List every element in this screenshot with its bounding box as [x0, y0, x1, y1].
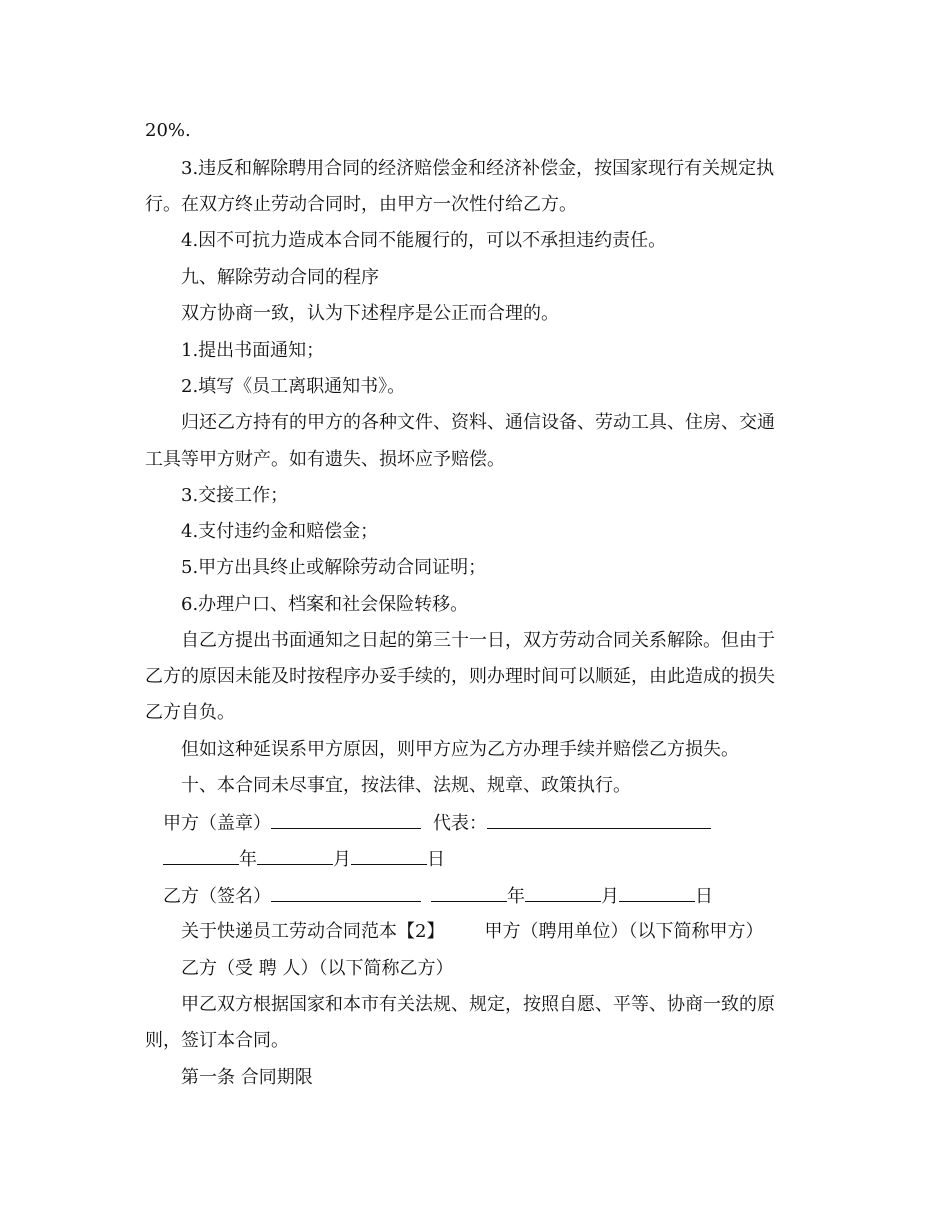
month-blank: [257, 847, 333, 865]
text-line: 自乙方提出书面通知之日起的第三十一日，双方劳动合同关系解除。但由于: [181, 630, 775, 651]
text-line: 4.因不可抗力造成本合同不能履行的，可以不承担违约责任。: [181, 230, 667, 251]
text-line: 4.支付违约金和赔偿金；: [181, 521, 379, 542]
date-line-party-a: [163, 847, 823, 872]
section-heading: 十、本合同未尽事宜，按法律、法规、规章、政策执行。: [181, 775, 631, 796]
text-line: 3.违反和解除聘用合同的经济赔偿金和经济补偿金，按国家现行有关规定执: [181, 158, 775, 179]
seal-blank: [271, 811, 421, 829]
month-label: 月: [333, 849, 351, 870]
year-blank: [431, 884, 507, 902]
signature-line-party-b: [163, 884, 823, 909]
year-blank: [163, 847, 239, 865]
text-line: 工具等甲方财产。如有遗失、损坏应予赔偿。: [145, 449, 505, 470]
signature-blank: [271, 884, 421, 902]
text-line: 双方协商一致，认为下述程序是公正而合理的。: [181, 303, 559, 324]
text-line: 甲乙双方根据国家和本市有关法规、规定，按照自愿、平等、协商一致的原: [181, 994, 775, 1015]
text-line: 乙方自负。: [145, 702, 235, 723]
party-a-label: 甲方（盖章）: [163, 813, 271, 834]
day-label: 日: [427, 849, 445, 870]
party-b-intro: 乙方（受 聘 人）（以下简称乙方）: [181, 958, 454, 979]
representative-blank: [487, 811, 711, 829]
party-a-intro: 甲方（聘用单位）（以下简称甲方）: [484, 921, 764, 942]
day-label: 日: [695, 886, 713, 907]
party-b-label: 乙方（签名）: [163, 886, 271, 907]
text-line: 6.办理户口、档案和社会保险转移。: [181, 594, 469, 615]
signature-line-party-a: [163, 811, 823, 836]
text-line: 行。在双方终止劳动合同时，由甲方一次性付给乙方。: [145, 194, 577, 215]
day-blank: [619, 884, 695, 902]
text-line: 则，签订本合同。: [145, 1030, 289, 1051]
article-heading: 第一条 合同期限: [181, 1067, 313, 1088]
year-label: 年: [507, 886, 525, 907]
day-blank: [351, 847, 427, 865]
text-line: 乙方的原因未能及时按程序办妥手续的，则办理时间可以顺延，由此造成的损失: [145, 666, 775, 687]
representative-label: 代表：: [433, 813, 487, 834]
text-line: 归还乙方持有的甲方的各种文件、资料、通信设备、劳动工具、住房、交通: [181, 412, 775, 433]
text-line: 但如这种延误系甲方原因，则甲方应为乙方办理手续并赔偿乙方损失。: [181, 739, 739, 760]
text-line: 5.甲方出具终止或解除劳动合同证明；: [181, 557, 487, 578]
contract-title: 关于快递员工劳动合同范本【2】: [181, 921, 445, 942]
text-line: 3.交接工作；: [181, 485, 289, 506]
contract-title-line: [181, 920, 841, 944]
text-line: 20%.: [145, 120, 191, 141]
month-blank: [525, 884, 601, 902]
year-label: 年: [239, 849, 257, 870]
text-line: 1.提出书面通知；: [181, 340, 325, 361]
section-heading: 九、解除劳动合同的程序: [181, 267, 379, 288]
text-line: 2.填写《员工离职通知书》。: [181, 376, 406, 397]
month-label: 月: [601, 886, 619, 907]
